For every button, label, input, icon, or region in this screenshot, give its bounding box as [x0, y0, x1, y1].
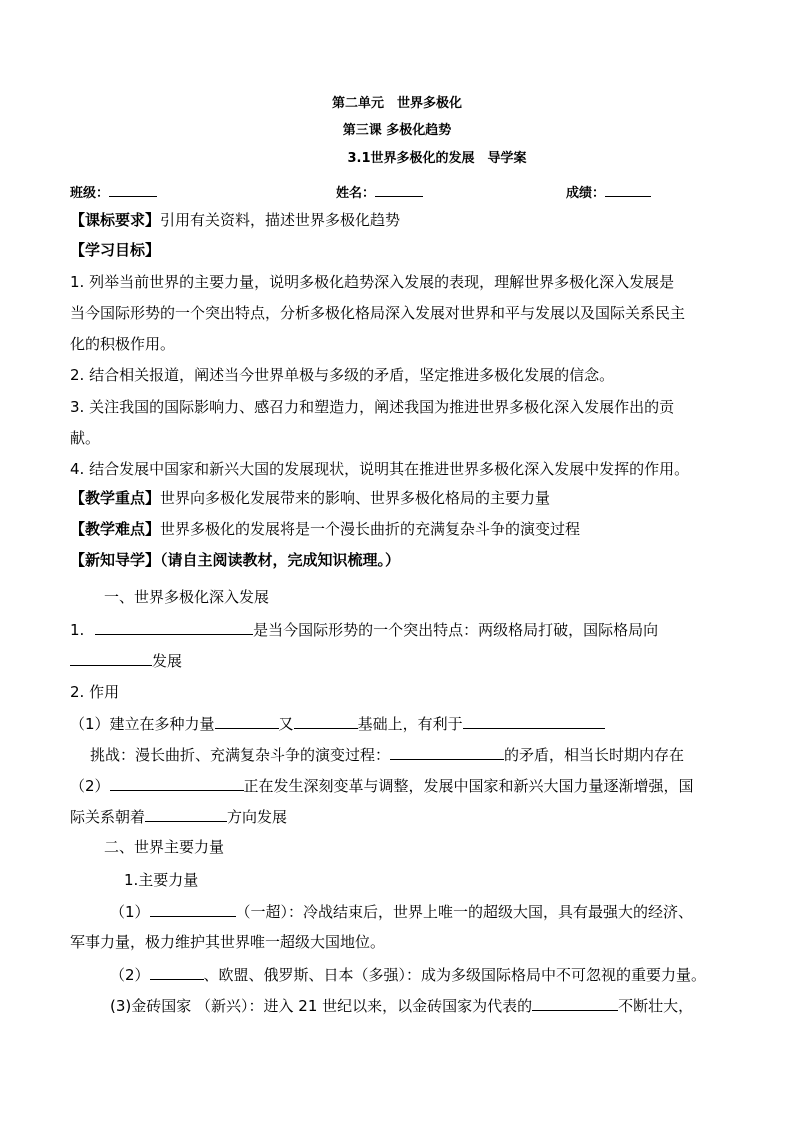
goal-3b: 献。	[70, 429, 101, 447]
part1-line5-b: 正在发生深刻变革与调整，发展中国家和新兴大国力量逐渐增强，国	[243, 777, 694, 795]
blank-6[interactable]	[390, 744, 504, 760]
difficulty-label: 【教学难点】	[70, 520, 161, 538]
part1-line3-c: 基础上，有利于	[357, 715, 463, 733]
blank-1[interactable]	[95, 619, 253, 635]
blank-8[interactable]	[145, 806, 227, 822]
difficulty-line	[70, 519, 580, 539]
part2-title: 二、世界主要力量	[104, 838, 225, 856]
part1-line1-tail: 发展	[152, 652, 183, 670]
goal-4: 4. 结合发展中国家和新兴大国的发展现状，说明其在推进世界多极化深入发展中发挥的作用。	[70, 460, 690, 478]
part1-line2: 2. 作用	[70, 683, 120, 701]
part1-line6	[70, 806, 287, 827]
part2-p3	[110, 995, 693, 1016]
score-field	[566, 181, 651, 204]
blank-10[interactable]	[150, 964, 204, 980]
lesson-title: 第三课 多极化趋势	[342, 123, 452, 138]
part1-line5-a: （2）	[70, 777, 110, 795]
name-field	[336, 181, 423, 204]
guide-line	[70, 550, 400, 570]
blank-7[interactable]	[110, 775, 244, 791]
part2-p1-cont: 军事力量，极力维护其世界唯一超级大国地位。	[70, 933, 386, 951]
goal-1a: 1. 列举当前世界的主要力量，说明多极化趋势深入发展的表现，理解世界多极化深入发展是	[70, 273, 675, 291]
part2-p3-a: (3)金砖国家 （新兴）：进入 21 世纪以来，以金砖国家为代表的	[110, 997, 533, 1015]
name-label: 姓名：	[336, 186, 376, 201]
blank-11[interactable]	[532, 995, 618, 1011]
part1-line5	[70, 775, 694, 796]
part1-line1-text: 是当今国际形势的一个突出特点：两级格局打破，国际格局向	[253, 621, 659, 639]
blank-9[interactable]	[150, 901, 236, 917]
unit-title: 第二单元 世界多极化	[331, 96, 462, 111]
name-blank[interactable]	[375, 181, 423, 197]
score-blank[interactable]	[605, 181, 651, 197]
part1-line4-a: 挑战：漫长曲折、充满复杂斗争的演变过程：	[90, 746, 391, 764]
part2-p2	[110, 964, 706, 985]
blank-3[interactable]	[215, 713, 279, 729]
goal-3a: 3. 关注我国的国际影响力、感召力和塑造力，阐述我国为推进世界多极化深入发展作出的贡	[70, 398, 675, 416]
key-point-text: 世界向多极化发展带来的影响、世界多极化格局的主要力量	[160, 489, 551, 507]
score-label: 成绩：	[566, 186, 606, 201]
part1-title: 一、世界多极化深入发展	[104, 588, 270, 606]
standard-label: 【课标要求】	[70, 211, 161, 229]
part2-p1	[110, 901, 693, 922]
key-point-line	[70, 488, 550, 508]
part1-line3-b: 又	[278, 715, 294, 733]
part2-p1-b: （一超）：冷战结束后，世界上唯一的超级大国，具有最强大的经济、	[235, 903, 694, 921]
goal-1b: 当今国际形势的一个突出特点，分析多极化格局深入发展对世界和平与发展以及国际关系民主	[70, 304, 686, 322]
blank-5[interactable]	[463, 713, 605, 729]
class-blank[interactable]	[109, 181, 157, 197]
blank-2[interactable]	[70, 650, 152, 666]
difficulty-text: 世界多极化的发展将是一个漫长曲折的充满复杂斗争的演变过程	[160, 520, 581, 538]
goal-1c: 化的积极作用。	[70, 335, 176, 353]
part2-p3-b: 不断壮大，	[618, 997, 694, 1015]
part2-sub: 1.主要力量	[124, 871, 199, 889]
part2-p2-b: 、欧盟、俄罗斯、日本（多强）：成为多级国际格局中不可忽视的重要力量。	[203, 966, 707, 984]
part1-line6-b: 方向发展	[227, 808, 288, 826]
key-point-label: 【教学重点】	[70, 489, 161, 507]
section-title: 3.1世界多极化的发展 导学案	[347, 151, 527, 166]
blank-4[interactable]	[294, 713, 358, 729]
goals-label: 【学习目标】	[70, 241, 161, 259]
goal-2: 2. 结合相关报道，阐述当今世界单极与多级的矛盾，坚定推进多极化发展的信念。	[70, 366, 615, 384]
guide-note: （请自主阅读教材，完成知识梳理。）	[160, 551, 401, 569]
part1-line4-b: 的矛盾，相当长时期内存在	[504, 746, 685, 764]
guide-label: 【新知导学】	[70, 551, 161, 569]
part2-p1-a: （1）	[110, 903, 150, 921]
part2-p2-a: （2）	[110, 966, 150, 984]
part1-line3	[70, 713, 605, 734]
part1-line3-a: （1）建立在多种力量	[70, 715, 215, 733]
class-field	[70, 181, 157, 204]
part1-line1-num: 1.	[70, 621, 85, 639]
part1-line6-a: 际关系朝着	[70, 808, 146, 826]
class-label: 班级：	[70, 186, 110, 201]
standard-text: 引用有关资料，描述世界多极化趋势	[160, 211, 401, 229]
part1-line1	[70, 619, 658, 640]
standard-line	[70, 210, 400, 230]
part1-line1-cont	[70, 650, 182, 671]
part1-line4	[90, 744, 684, 765]
